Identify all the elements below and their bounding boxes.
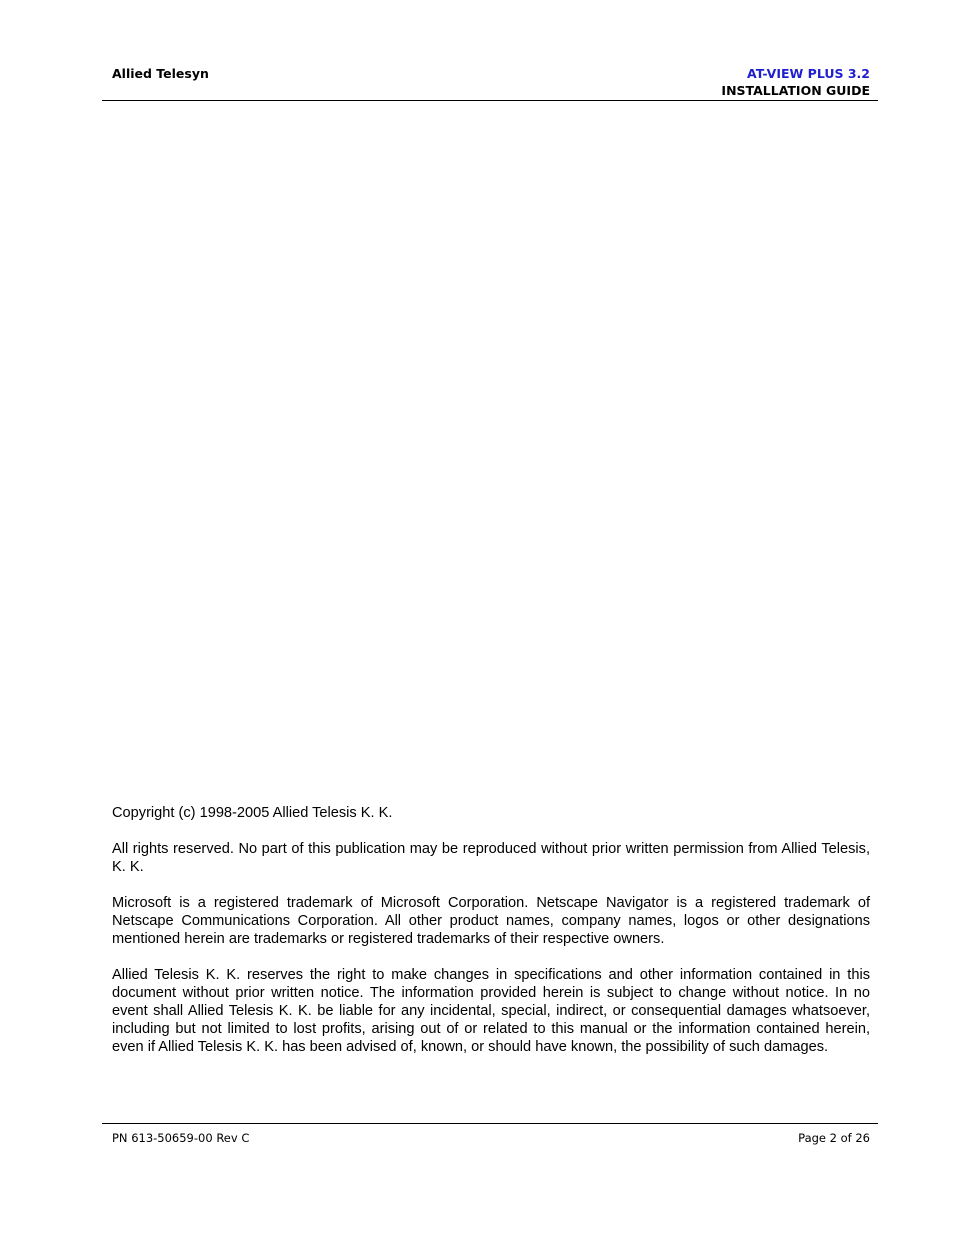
legal-notice [112,804,870,1074]
document-type: INSTALLATION GUIDE [721,83,870,98]
copyright-line: Copyright (c) 1998-2005 Allied Telesis K. K. [112,805,393,821]
disclaimer-paragraph: Allied Telesis K. K. reserves the right to make changes in specifications and other information contained in this document without prior written notice. The information provided herein is subject to change without notice. In no event shall Allied Telesis K. K. be liable for any incidental, special, indirect, or consequential damages whatsoever, including but not limited to lost profits, arising out of or related to this manual or the information contained herein, even if Allied Telesis K. K. has been advised of, known, or should have known, the possibility of such damages. [112,967,870,1055]
product-title: AT-VIEW PLUS 3.2 [746,66,870,81]
part-number: PN 613-50659-00 Rev C [112,1131,250,1145]
company-name: Allied Telesyn [112,66,209,81]
page-number: Page 2 of 26 [798,1131,870,1145]
trademark-paragraph: Microsoft is a registered trademark of Microsoft Corporation. Netscape Navigator is a registered trademark of Netscape Communications Corporation. All other product names, company names, logos or other designations mentioned herein are trademarks or registered trademarks of their respective owners. [112,895,870,947]
rights-paragraph: All rights reserved. No part of this publication may be reproduced without prior written permission from Allied Telesis, K. K. [112,841,870,875]
page-header [102,64,878,101]
page-footer [102,1123,878,1154]
